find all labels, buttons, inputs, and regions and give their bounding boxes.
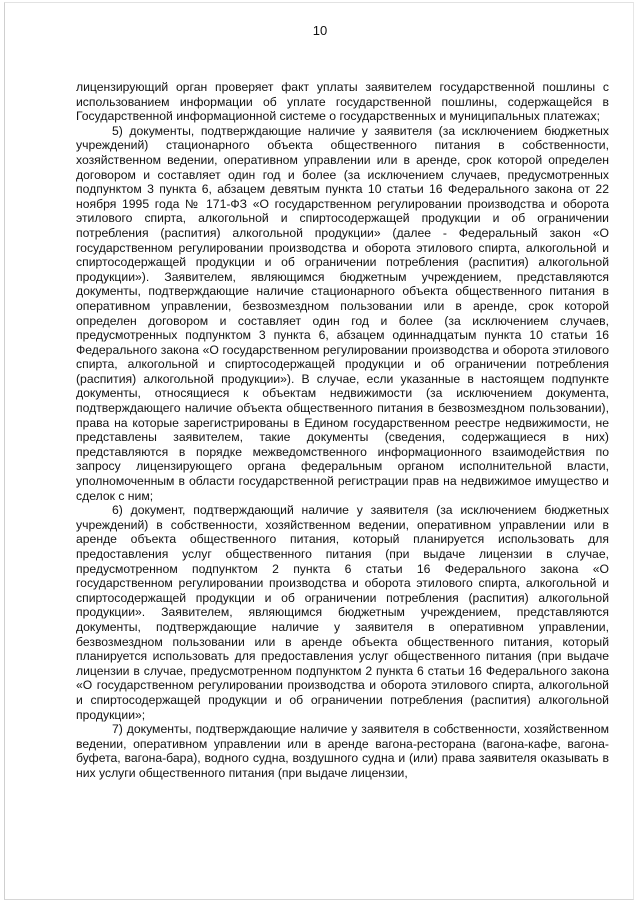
paragraph-item-6: 6) документ, подтверждающий наличие у заявителя (за исключением бюджетных учреждений) в собственности, хозяйственном ведении, оперативном управлении или в аренде объекта общественного питания, который планируется использовать для предоставления услуг общественного питания (при выдаче лицензии в случае, предусмотренном подпунктом 2 пункта 6 статьи 16 Федерального закона «О государственном регулировании производства и оборота этилового спирта, алкогольной и спиртосодержащей продукции и об ограничении потребления (распития) алкогольной продукции». Заявителем, являющимся бюджетным учреждением, представляются документы, подтверждающие наличие у заявителя в оперативном управлении, безвозмездном пользовании или в аренде объекта общественного питания, который планируется использовать для предоставления услуг общественного питания (при выдаче лицензии в случае, предусмотренном подпунктом 2 пункта 6 статьи 16 Федерального закона «О государственном регулировании производства и оборота этилового спирта, алкогольной и спиртосодержащей продукции и об ограничении потребления (распития) алкогольной продукции»; — [76, 503, 609, 722]
page-number: 10 — [312, 23, 328, 38]
document-body — [76, 80, 609, 781]
paragraph-item-7: 7) документы, подтверждающие наличие у заявителя в собственности, хозяйственном ведении, оперативном управлении или в аренде вагона-ресторана (вагона-кафе, вагона-буфета, вагона-бара), водного судна, воздушного судна и (или) права заявителя оказывать в них услуги общественного питания (при выдаче лицензии, — [76, 722, 609, 780]
paragraph-item-5: 5) документы, подтверждающие наличие у заявителя (за исключением бюджетных учреждений) стационарного объекта общественного питания в собственности, хозяйственном ведении, оперативном управлении или в аренде, срок которой определен договором и составляет один год и более (за исключением случаев, предусмотренных подпунктом 3 пункта 6, абзацем девятым пункта 10 статьи 16 Федерального закона от 22 ноября 1995 года № 171-ФЗ «О государственном регулировании производства и оборота этилового спирта, алкогольной и спиртосодержащей продукции и об ограничении потребления (распития) алкогольной продукции» (далее - Федеральный закон «О государственном регулировании производства и оборота этилового спирта, алкогольной и спиртосодержащей продукции и об ограничении потребления (распития) алкогольной продукции»). Заявителем, являющимся бюджетным учреждением, представляются документы, подтверждающие наличие стационарного объекта общественного питания в оперативном управлении, безвозмездном пользовании или в аренде, срок которой определен договором и составляет один год и более (за исключением случаев, предусмотренных подпунктом 3 пункта 6, абзацем одиннадцатым пункта 10 статьи 16 Федерального закона «О государственном регулировании производства и оборота этилового спирта, алкогольной и спиртосодержащей продукции и об ограничении потребления (распития) алкогольной продукции»). В случае, если указанные в настоящем подпункте документы, относящиеся к объектам недвижимости (за исключением документа, подтверждающего наличие объекта общественного питания в безвозмездном пользовании), права на которые зарегистрированы в Едином государственном реестре недвижимости, не представлены заявителем, такие документы (сведения, содержащиеся в них) представляются в порядке межведомственного информационного взаимодействия по запросу лицензирующего органа федеральным органом исполнительной власти, уполномоченным в области государственной регистрации прав на недвижимое имущество и сделок с ним; — [76, 123, 609, 503]
paragraph-continuation: лицензирующий орган проверяет факт уплаты заявителем государственной пошлины с использованием информации об уплате государственной пошлины, содержащейся в Государственной информационной системе о государственных и муниципальных платежах; — [76, 80, 609, 124]
